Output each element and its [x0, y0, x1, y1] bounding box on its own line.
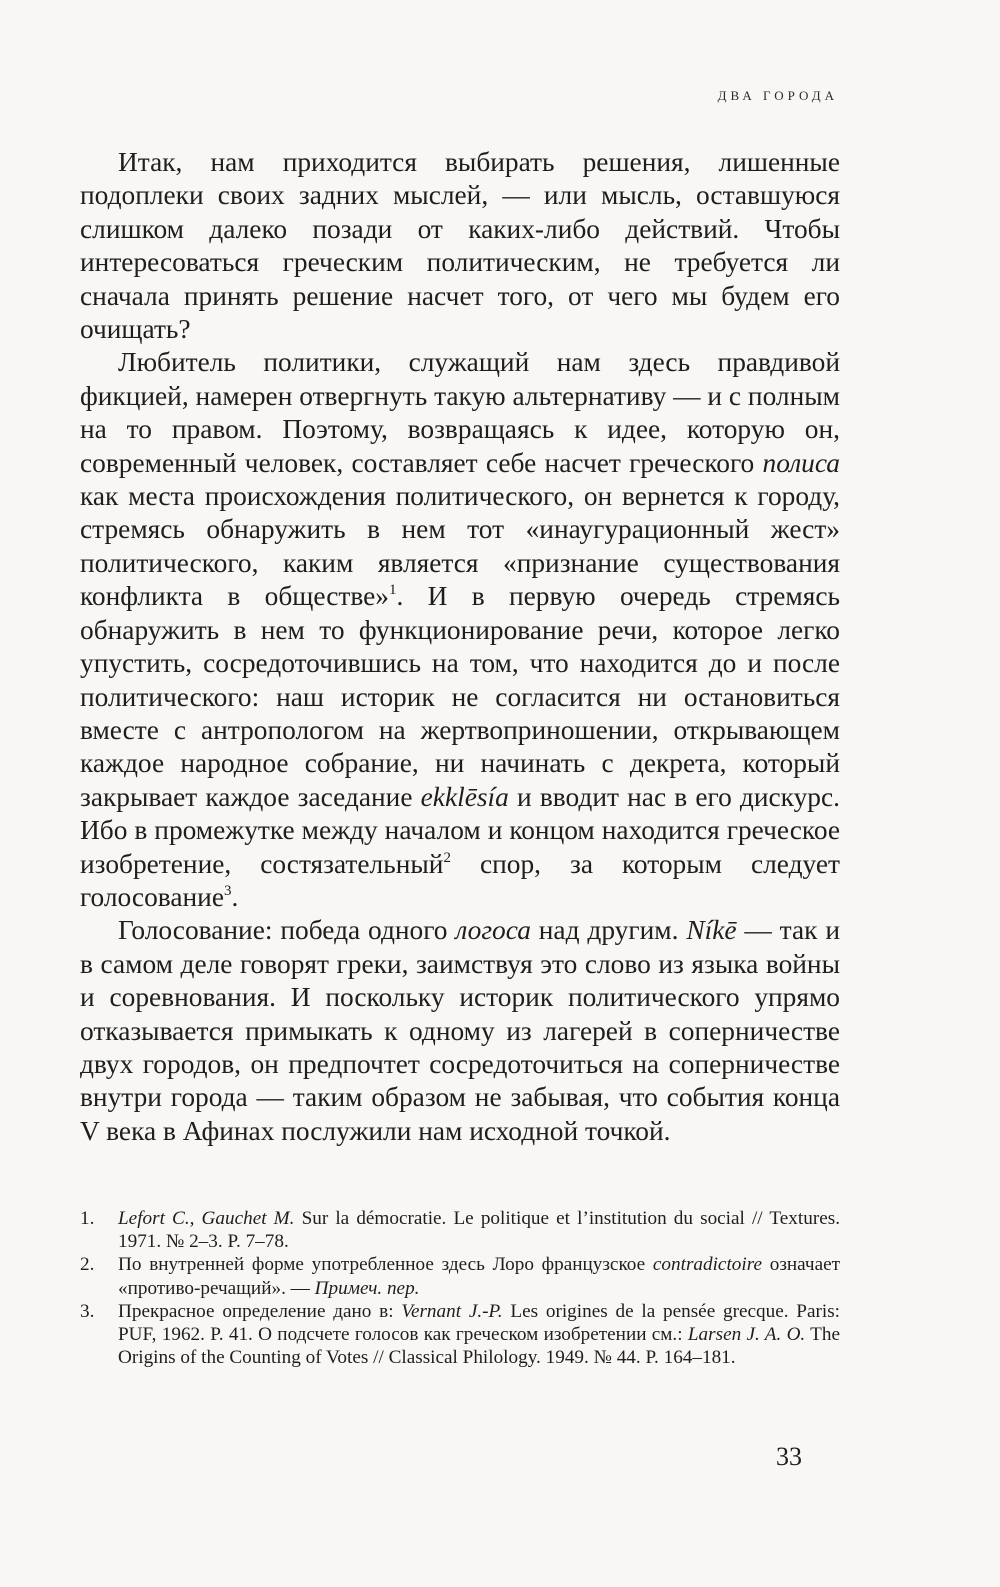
main-text [80, 146, 840, 1148]
paragraph-2-text-b: как места происхождения политического, он вернется к городу, стремясь обнаружить в нем тот «инаугурационный жест» политического, каким является «признание существования конфликта в обществе» [80, 481, 840, 612]
paragraph-3-text-c: — так и в самом деле говорят греки, заимствуя это слово из языка войны и соревнования. И поскольку историк политического упрямо отказывается примыкать к одному из лагерей в соперничестве двух городов, он предпочтет сосредоточиться на соперничестве внутри города — таким образом не забывая, что события конца V века в Афинах послужили нам исходной точкой. [80, 915, 840, 1146]
footnote-number: 3. [80, 1300, 95, 1322]
term-logos: логоса [455, 915, 531, 946]
paragraph-2-text-c: . И в первую очередь стремясь обнаружить в нем то функционирование речи, которое легко упустить, сосредоточившись на том, что находится до и после политического: наш историк не согласится ни остановиться вместе с антропологом на жертвоприношении, открывающем каждое народное собрание, ни начинать с декрета, который закрывает каждое заседание [80, 581, 840, 812]
footnotes [80, 1207, 840, 1369]
paragraph-2-text-f: . [231, 881, 239, 912]
footnote-author: Lefort C., Gauchet M. [118, 1208, 295, 1229]
term-polis: полиса [762, 447, 840, 478]
paragraph-3 [80, 914, 840, 1148]
paragraph-1-text: Итак, нам приходится выбирать решения, лишенные подоплеки своих задних мыслей, — или мысль, оставшуюся слишком далеко позади от каких-либо действий. Чтобы интересоваться греческим политическим, не требуется ли сначала принять решение насчет того, от чего мы будем его очищать? [80, 147, 840, 345]
term-nike: Níkē [686, 915, 737, 946]
translator-note: Примеч. пер. [314, 1277, 420, 1299]
paragraph-3-text-a: Голосование: победа одного [118, 915, 456, 946]
footnote-body: означает «противо-речащий». — [118, 1254, 840, 1299]
paragraph-2-text-e: спор, за которым следует голосование [80, 848, 840, 912]
paragraph-3-text-b: над другим. [530, 915, 687, 946]
footnote-2 [80, 1253, 840, 1299]
footnote-ref-3[interactable]: 3 [224, 882, 232, 899]
paragraph-2 [80, 346, 840, 914]
footnote-text [118, 1300, 840, 1370]
footnote-author: Vernant J.-P. [401, 1300, 503, 1322]
footnote-text [118, 1207, 840, 1253]
footnote-number: 1. [80, 1208, 95, 1229]
footnote-number: 2. [80, 1254, 95, 1276]
footnote-ref-1[interactable]: 1 [388, 582, 397, 599]
footnote-text [118, 1253, 840, 1299]
footnote-3 [80, 1300, 840, 1370]
footnote-author: Larsen J. A. O. [687, 1324, 806, 1346]
paragraph-1 [80, 146, 840, 346]
page-number: 33 [776, 1442, 802, 1471]
footnote-ref-2[interactable]: 2 [443, 849, 451, 866]
footnote-1 [80, 1207, 840, 1253]
footnote-body: Sur la démocratie. Le politique et l’institution du social // Textures. 1971. № 2–3. P. 7–78. [118, 1208, 840, 1253]
paragraph-2-text-a: Любитель политики, служащий нам здесь правдивой фикцией, намерен отвергнуть такую альтернативу — и с полным на то правом. Поэтому, возвращаясь к идее, которую он, современный человек, составляет себе насчет греческого [80, 347, 840, 478]
footnote-body: По внутренней форме употребленное здесь Лоро французское [118, 1254, 653, 1276]
paragraph-2-text-d: и вводит нас в его дискурс. Ибо в промежутке между началом и концом находится греческое изобретение, состязательный [80, 781, 840, 879]
footnote-body: Прекрасное определение дано в: [118, 1300, 402, 1322]
footnote-body: The Origins of the Counting of Votes // Classical Philology. 1949. № 44. P. 164–181. [118, 1324, 841, 1369]
term-ekklesia: ekklēsía [420, 781, 509, 812]
footnote-term: contradictoire [652, 1254, 762, 1276]
running-head: ДВА ГОРОДА [717, 88, 838, 103]
footnote-body: Les origines de la pensée grecque. Paris: PUF, 1962. P. 41. О подсчете голосов как греческом изобретении см.: [118, 1300, 841, 1346]
